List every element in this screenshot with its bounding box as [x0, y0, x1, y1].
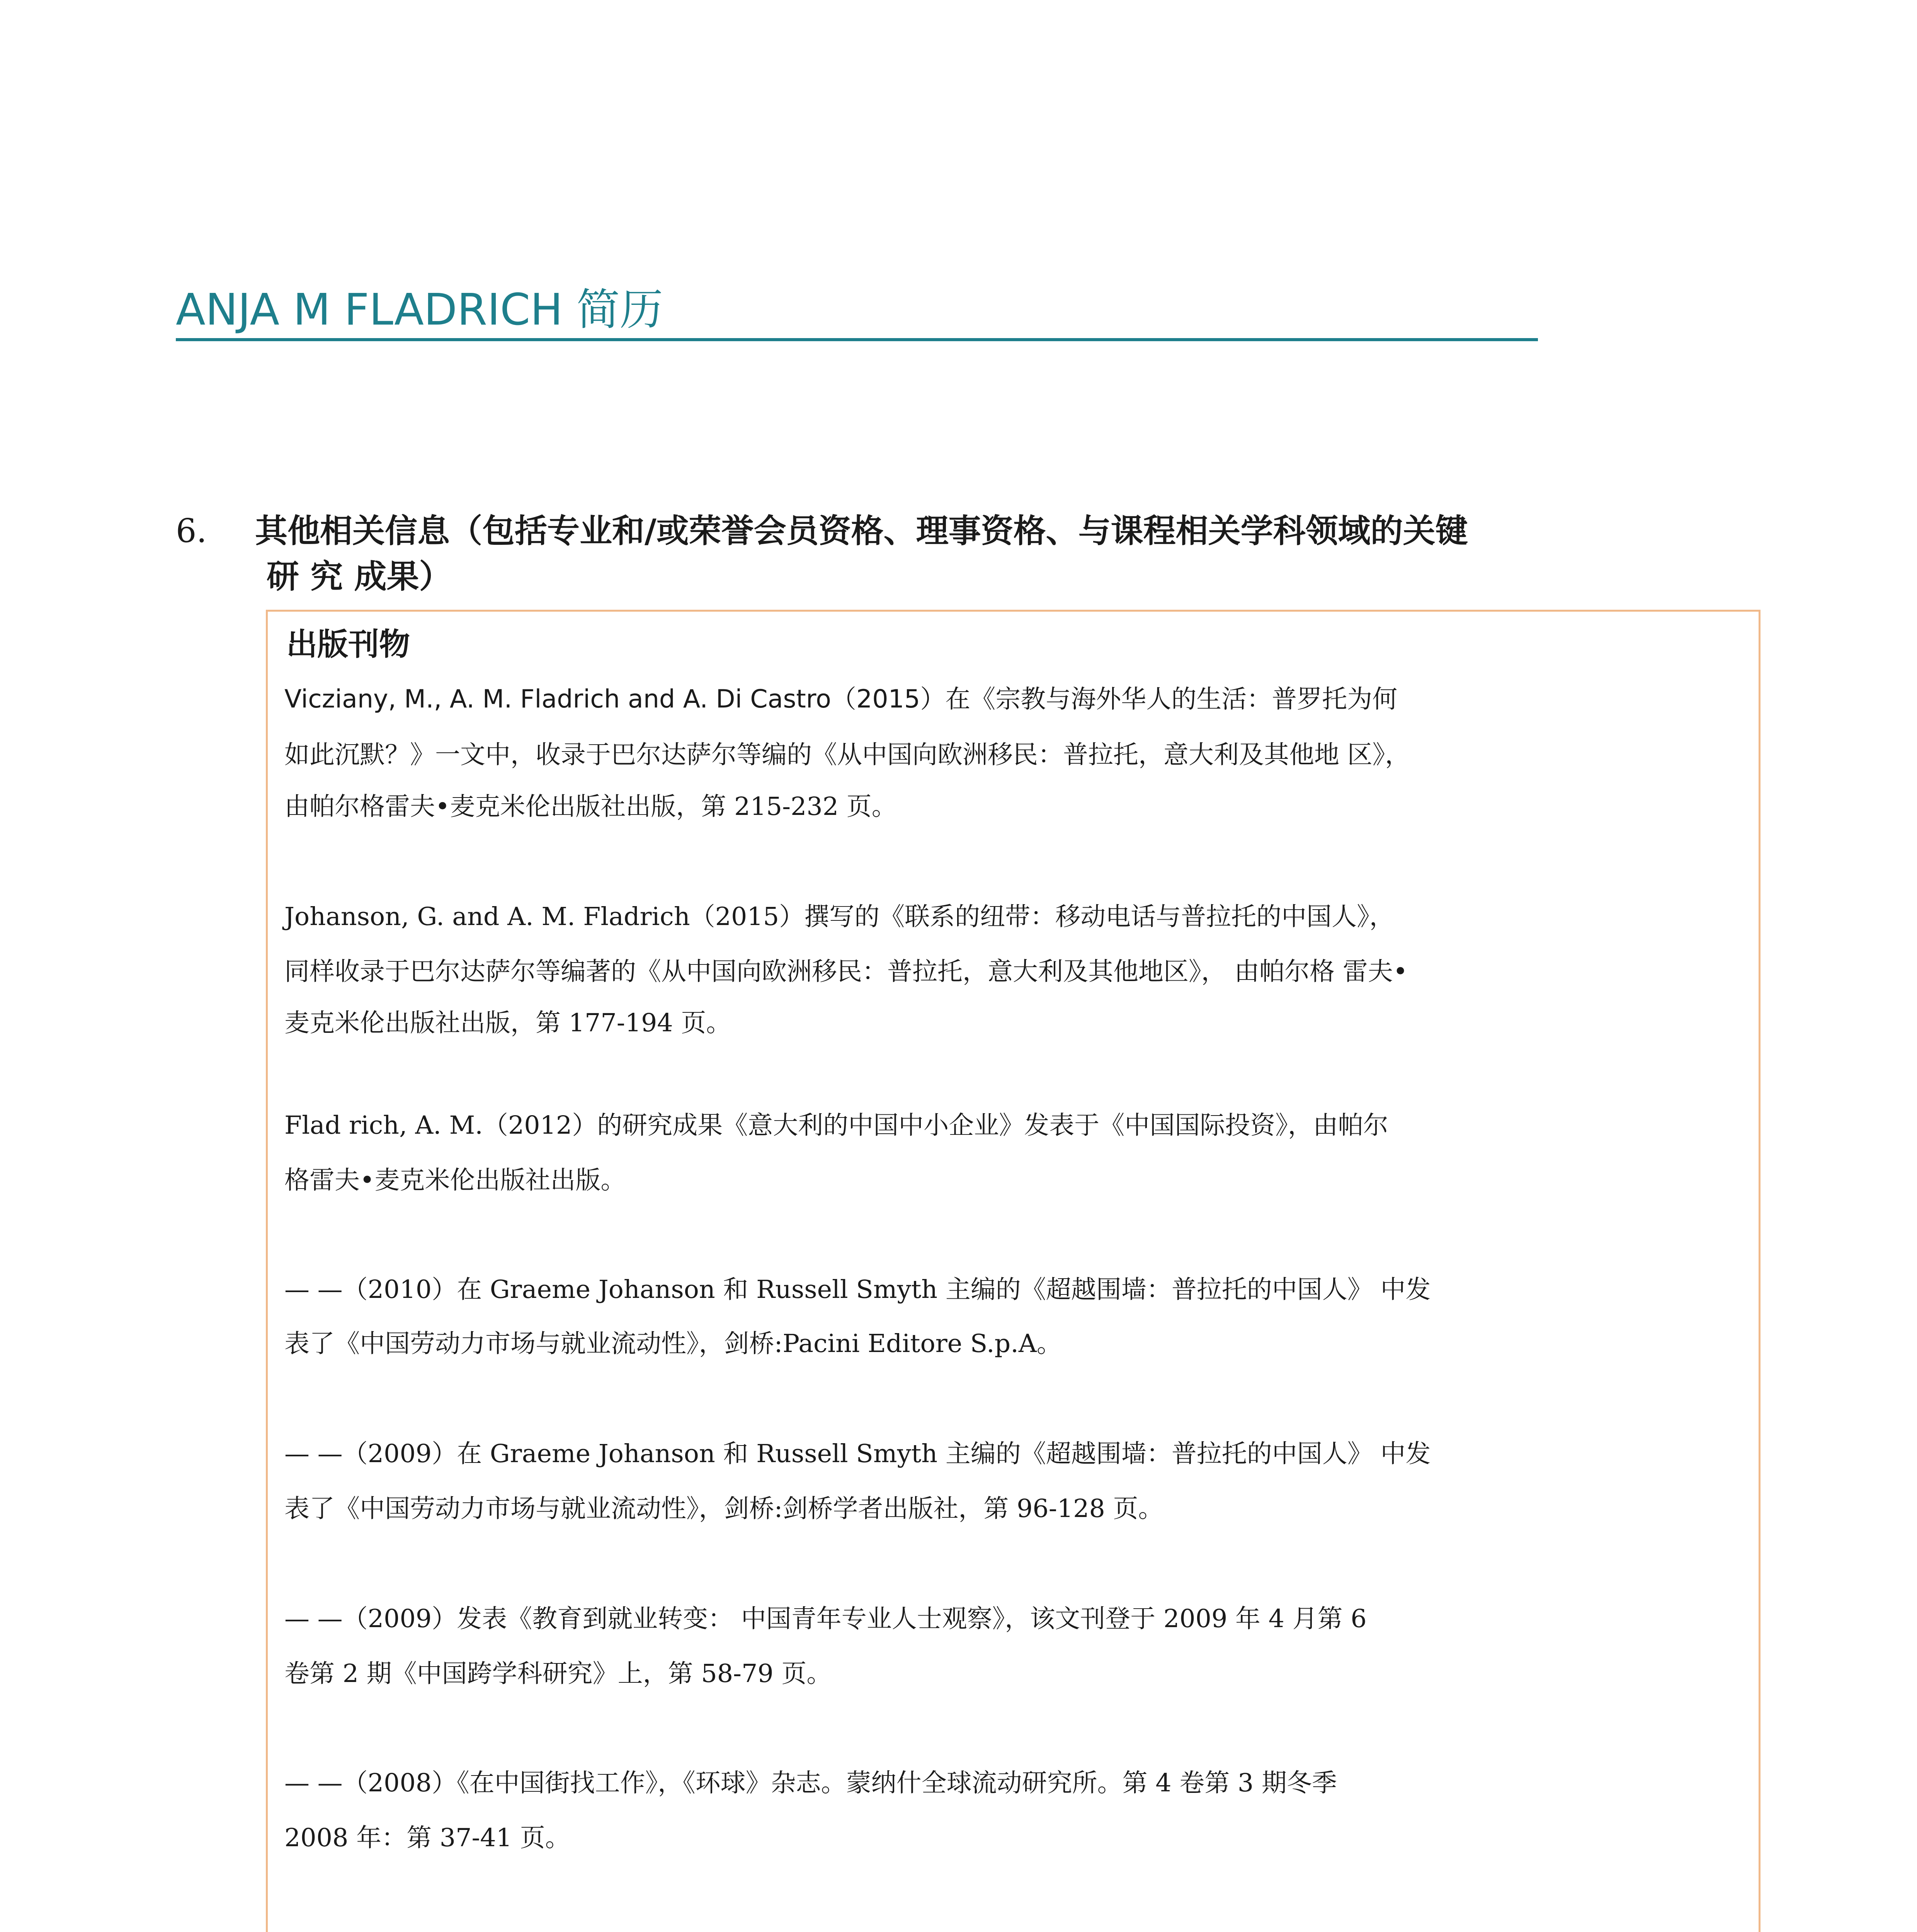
publication-line: 麦克米伦出版社出版，第 177-194 页。	[284, 1009, 731, 1037]
section-number: 6.	[176, 512, 207, 550]
publication-line: 表了《中国劳动力市场与就业流动性》，剑桥:剑桥学者出版社，第 96-128 页。	[284, 1494, 1163, 1523]
page-title: ANJA M FLADRICH 简历	[176, 282, 1538, 341]
section-heading-line-1: 其他相关信息（包括专业和/或荣誉会员资格、理事资格、与课程相关学科领域的关键	[255, 512, 1468, 550]
publication-line: 同样收录于巴尔达萨尔等编著的《从中国向欧洲移民：普拉托，意大利及其他地区》， 由帕尔格 雷夫•	[284, 957, 1408, 986]
publication-line: 2008 年：第 37-41 页。	[284, 1823, 570, 1852]
publication-line: Vicziany, M., A. M. Fladrich and A. Di Castro（2015）在《宗教与海外华人的生活：普罗托为何	[284, 685, 1398, 714]
publication-line: 如此沉默？》一文中，收录于巴尔达萨尔等编的《从中国向欧洲移民：普拉托，意大利及其他地 区》，	[284, 740, 1410, 769]
publication-line: — —（2009）发表《教育到就业转变： 中国青年专业人士观察》，该文刊登于 2009 年 4 月第 6	[284, 1604, 1367, 1633]
publications-label: 出版刊物	[286, 626, 410, 662]
publication-line: 格雷夫•麦克米伦出版社出版。	[284, 1166, 626, 1195]
section-heading-line-2: 研 究 成果）	[267, 558, 452, 595]
publication-line: — —（2008）《在中国街找工作》，《环球》杂志。蒙纳什全球流动研究所。第 4 卷第 3 期冬季	[284, 1769, 1337, 1798]
publication-line: Flad rich, A. M.（2012）的研究成果《意大利的中国中小企业》发表于《中国国际投资》，由帕尔	[284, 1111, 1388, 1140]
publication-line: 卷第 2 期《中国跨学科研究》上，第 58-79 页。	[284, 1659, 832, 1688]
publication-line: 表了《中国劳动力市场与就业流动性》，剑桥:Pacini Editore S.p.A。	[284, 1329, 1062, 1358]
publication-line: 由帕尔格雷夫•麦克米伦出版社出版，第 215-232 页。	[284, 792, 897, 821]
publication-line: Johanson, G. and A. M. Fladrich（2015）撰写的《联系的纽带：移动电话与普拉托的中国人》，	[284, 902, 1395, 931]
publication-line: — —（2010）在 Graeme Johanson 和 Russell Smyth 主编的《超越围墙：普拉托的中国人》 中发	[284, 1275, 1431, 1304]
publications-box	[266, 610, 1761, 1932]
publication-line: — —（2009）在 Graeme Johanson 和 Russell Smyth 主编的《超越围墙：普拉托的中国人》 中发	[284, 1439, 1431, 1468]
